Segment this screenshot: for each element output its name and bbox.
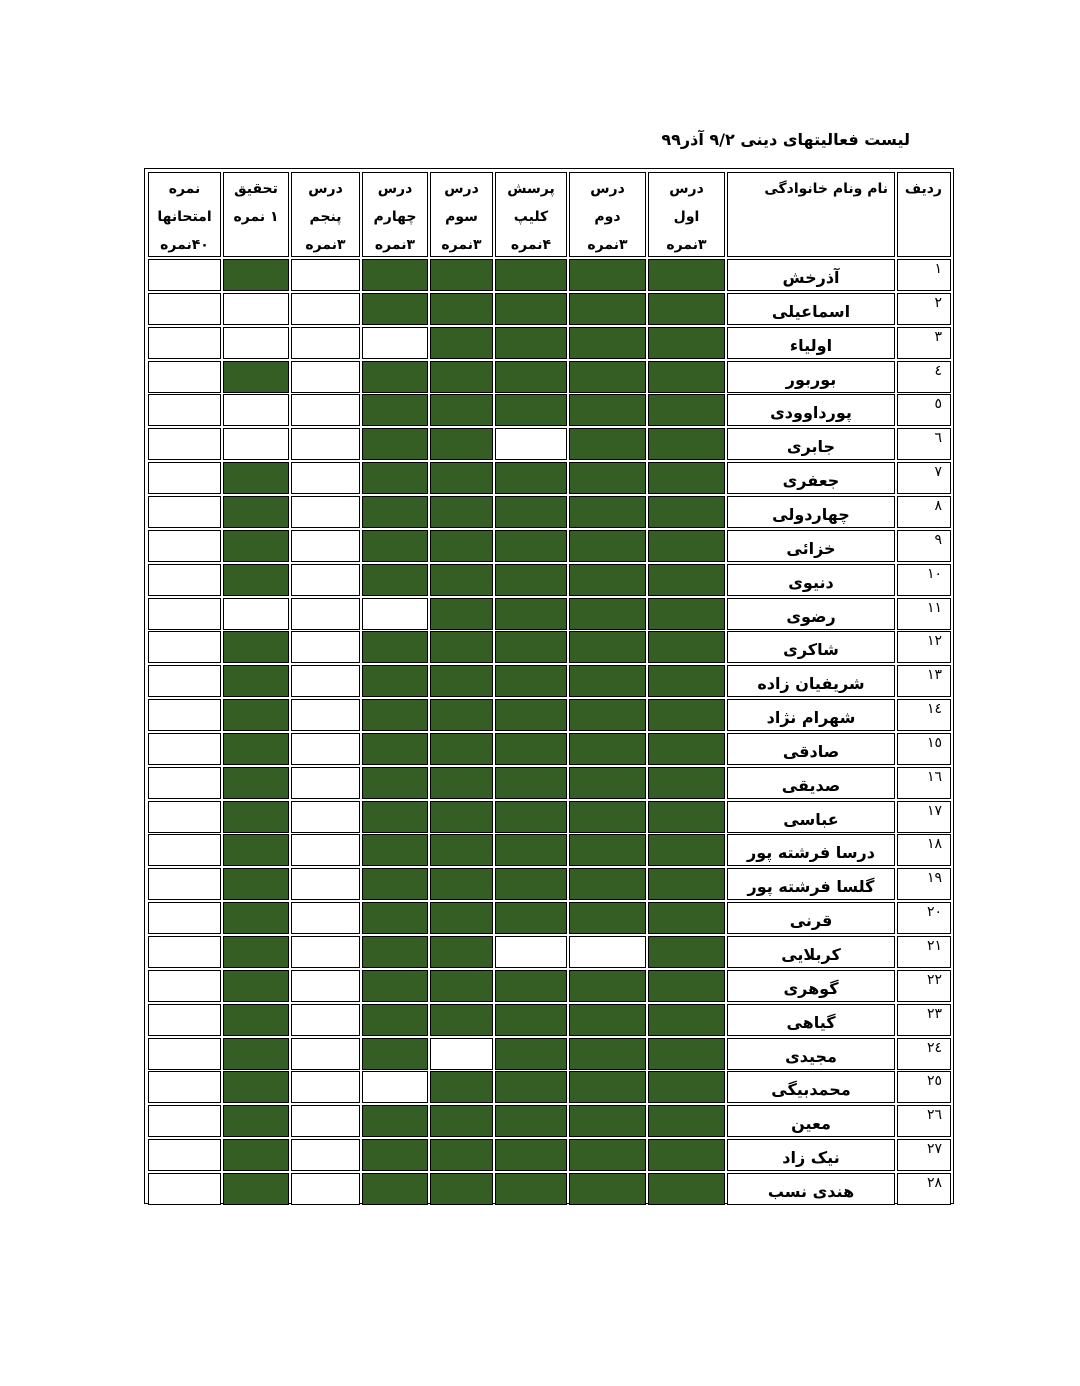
activity-cell-filled bbox=[430, 293, 493, 325]
activity-cell-filled bbox=[223, 1105, 289, 1137]
student-name: صدیقی bbox=[727, 767, 895, 799]
activity-cell-empty bbox=[223, 428, 289, 460]
activity-cell-filled bbox=[430, 361, 493, 393]
activity-cell-empty bbox=[148, 699, 221, 731]
header-col-5: درس چهارم ۳نمره bbox=[362, 172, 428, 257]
activity-cell-filled bbox=[648, 598, 725, 630]
header-index: ردیف bbox=[897, 172, 951, 257]
activity-cell-empty bbox=[291, 733, 360, 765]
activity-cell-filled bbox=[430, 665, 493, 697]
activity-cell-empty bbox=[291, 327, 360, 359]
student-name: هندی نسب bbox=[727, 1173, 895, 1205]
row-number: ۷ bbox=[897, 462, 951, 494]
student-name: صادقی bbox=[727, 733, 895, 765]
activity-cell-filled bbox=[430, 496, 493, 528]
student-name: نیک زاد bbox=[727, 1139, 895, 1171]
activity-cell-filled bbox=[495, 970, 567, 1002]
activity-cell-filled bbox=[362, 665, 428, 697]
activity-cell-filled bbox=[569, 361, 646, 393]
student-name: پورداوودی bbox=[727, 394, 895, 426]
activity-cell-empty bbox=[148, 970, 221, 1002]
activity-cell-filled bbox=[495, 834, 567, 866]
row-number: ۱۱ bbox=[897, 598, 951, 630]
activity-cell-empty bbox=[148, 1105, 221, 1137]
activity-cell-filled bbox=[430, 1105, 493, 1137]
activity-cell-filled bbox=[569, 1173, 646, 1205]
activity-cell-filled bbox=[495, 259, 567, 291]
activity-cell-filled bbox=[648, 293, 725, 325]
row-number: ۲٦ bbox=[897, 1105, 951, 1137]
activity-cell-filled bbox=[362, 801, 428, 833]
activity-cell-filled bbox=[223, 665, 289, 697]
activity-cell-filled bbox=[569, 1038, 646, 1070]
activity-cell-filled bbox=[430, 259, 493, 291]
activity-cell-filled bbox=[223, 970, 289, 1002]
row-number: ۲ bbox=[897, 293, 951, 325]
activity-cell-filled bbox=[362, 631, 428, 663]
activity-cell-filled bbox=[569, 1004, 646, 1036]
activity-cell-empty bbox=[362, 327, 428, 359]
activity-cell-filled bbox=[495, 631, 567, 663]
activity-cell-empty bbox=[148, 564, 221, 596]
activity-cell-empty bbox=[148, 428, 221, 460]
activity-cell-filled bbox=[495, 327, 567, 359]
activity-cell-empty bbox=[148, 530, 221, 562]
activity-cell-empty bbox=[148, 631, 221, 663]
activity-cell-filled bbox=[648, 699, 725, 731]
student-name: محمدبیگی bbox=[727, 1071, 895, 1103]
row-number: ۱۲ bbox=[897, 631, 951, 663]
activity-cell-empty bbox=[291, 259, 360, 291]
student-name: شریفیان زاده bbox=[727, 665, 895, 697]
activity-cell-filled bbox=[430, 428, 493, 460]
row-number: ۲۲ bbox=[897, 970, 951, 1002]
activity-cell-filled bbox=[362, 259, 428, 291]
row-number: ۱۹ bbox=[897, 868, 951, 900]
row-number: ۲۱ bbox=[897, 936, 951, 968]
student-name: اسماعیلی bbox=[727, 293, 895, 325]
activity-cell-filled bbox=[223, 902, 289, 934]
row-number: ۲۷ bbox=[897, 1139, 951, 1171]
row-number: ۹ bbox=[897, 530, 951, 562]
activity-cell-filled bbox=[223, 361, 289, 393]
activity-cell-filled bbox=[362, 394, 428, 426]
activity-cell-empty bbox=[291, 293, 360, 325]
activity-cell-empty bbox=[223, 293, 289, 325]
activity-cell-filled bbox=[362, 1173, 428, 1205]
row-number: ۸ bbox=[897, 496, 951, 528]
row-number: ۲۰ bbox=[897, 902, 951, 934]
activity-cell-filled bbox=[362, 699, 428, 731]
activity-cell-filled bbox=[430, 1173, 493, 1205]
activity-cell-filled bbox=[430, 462, 493, 494]
activity-cell-filled bbox=[430, 1071, 493, 1103]
activity-cell-empty bbox=[362, 598, 428, 630]
activity-cell-filled bbox=[362, 1105, 428, 1137]
activity-cell-filled bbox=[362, 1038, 428, 1070]
row-number: ۱٥ bbox=[897, 733, 951, 765]
row-number: ۳ bbox=[897, 327, 951, 359]
activity-cell-empty bbox=[291, 801, 360, 833]
activity-cell-filled bbox=[362, 1139, 428, 1171]
activity-cell-filled bbox=[362, 496, 428, 528]
activity-cell-filled bbox=[430, 1004, 493, 1036]
row-number: ۱۸ bbox=[897, 834, 951, 866]
activity-cell-filled bbox=[569, 1071, 646, 1103]
row-number: ۱٤ bbox=[897, 699, 951, 731]
activity-cell-empty bbox=[291, 1105, 360, 1137]
activity-cell-filled bbox=[362, 733, 428, 765]
activity-cell-empty bbox=[291, 428, 360, 460]
activity-cell-filled bbox=[648, 801, 725, 833]
activity-cell-empty bbox=[148, 868, 221, 900]
activity-cell-filled bbox=[430, 699, 493, 731]
row-number: ۲۳ bbox=[897, 1004, 951, 1036]
activity-cell-filled bbox=[495, 394, 567, 426]
activity-cell-filled bbox=[569, 1105, 646, 1137]
activity-cell-filled bbox=[223, 936, 289, 968]
activity-cell-empty bbox=[148, 361, 221, 393]
header-col-1: درس اول ۳نمره bbox=[648, 172, 725, 257]
activity-cell-filled bbox=[495, 801, 567, 833]
activity-cell-empty bbox=[148, 259, 221, 291]
activity-cell-empty bbox=[148, 462, 221, 494]
activity-cell-filled bbox=[495, 1105, 567, 1137]
activity-cell-empty bbox=[291, 936, 360, 968]
activity-cell-empty bbox=[148, 1139, 221, 1171]
header-col-6: درس پنجم ۳نمره bbox=[291, 172, 360, 257]
activity-cell-filled bbox=[430, 530, 493, 562]
activity-cell-filled bbox=[430, 598, 493, 630]
activity-cell-filled bbox=[648, 1173, 725, 1205]
activity-cell-filled bbox=[569, 598, 646, 630]
student-name: معین bbox=[727, 1105, 895, 1137]
student-name: خزائی bbox=[727, 530, 895, 562]
activity-cell-filled bbox=[223, 733, 289, 765]
row-number: ۱۳ bbox=[897, 665, 951, 697]
activity-cell-filled bbox=[362, 530, 428, 562]
activity-cell-empty bbox=[291, 496, 360, 528]
activity-cell-filled bbox=[495, 699, 567, 731]
activity-cell-filled bbox=[362, 462, 428, 494]
activity-cell-filled bbox=[648, 868, 725, 900]
activity-cell-filled bbox=[223, 801, 289, 833]
activity-cell-filled bbox=[569, 767, 646, 799]
activity-cell-empty bbox=[148, 1071, 221, 1103]
activity-cell-empty bbox=[148, 496, 221, 528]
activity-cell-filled bbox=[430, 733, 493, 765]
student-name: گوهری bbox=[727, 970, 895, 1002]
activity-cell-filled bbox=[569, 530, 646, 562]
activity-cell-filled bbox=[362, 361, 428, 393]
activity-cell-empty bbox=[291, 564, 360, 596]
header-col-4: درس سوم ۳نمره bbox=[430, 172, 493, 257]
activity-cell-filled bbox=[569, 970, 646, 1002]
student-name: رضوی bbox=[727, 598, 895, 630]
activity-cell-empty bbox=[291, 699, 360, 731]
activity-cell-filled bbox=[495, 564, 567, 596]
activity-cell-filled bbox=[430, 394, 493, 426]
activity-cell-filled bbox=[430, 868, 493, 900]
student-name: جابری bbox=[727, 428, 895, 460]
activity-cell-filled bbox=[648, 462, 725, 494]
activity-cell-empty bbox=[291, 598, 360, 630]
activity-cell-filled bbox=[223, 1004, 289, 1036]
activity-cell-filled bbox=[362, 902, 428, 934]
row-number: ۲۸ bbox=[897, 1173, 951, 1205]
student-name: چهاردولی bbox=[727, 496, 895, 528]
activity-cell-filled bbox=[495, 902, 567, 934]
student-name: شاکری bbox=[727, 631, 895, 663]
student-name: عباسی bbox=[727, 801, 895, 833]
activity-cell-filled bbox=[648, 834, 725, 866]
activity-cell-empty bbox=[291, 970, 360, 1002]
activity-cell-filled bbox=[223, 259, 289, 291]
activity-cell-filled bbox=[648, 767, 725, 799]
row-number: ۱٦ bbox=[897, 767, 951, 799]
activity-cell-filled bbox=[569, 665, 646, 697]
activity-cell-filled bbox=[495, 1139, 567, 1171]
header-col-2: درس دوم ۳نمره bbox=[569, 172, 646, 257]
student-name: بوربور bbox=[727, 361, 895, 393]
row-number: ۲٥ bbox=[897, 1071, 951, 1103]
activity-cell-filled bbox=[223, 868, 289, 900]
activity-cell-filled bbox=[569, 1139, 646, 1171]
activity-cell-filled bbox=[430, 767, 493, 799]
student-name: گیاهی bbox=[727, 1004, 895, 1036]
activity-cell-empty bbox=[148, 902, 221, 934]
activity-cell-empty bbox=[148, 1004, 221, 1036]
activity-cell-filled bbox=[223, 564, 289, 596]
activity-cell-empty bbox=[148, 598, 221, 630]
activity-cell-filled bbox=[223, 834, 289, 866]
activity-cell-empty bbox=[291, 631, 360, 663]
activity-cell-empty bbox=[148, 293, 221, 325]
activity-cell-filled bbox=[362, 936, 428, 968]
header-col-8: نمره امتحانها ۴۰نمره bbox=[148, 172, 221, 257]
activity-cell-filled bbox=[648, 733, 725, 765]
activity-cell-empty bbox=[148, 733, 221, 765]
activity-cell-filled bbox=[362, 293, 428, 325]
activity-cell-filled bbox=[495, 361, 567, 393]
activity-cell-filled bbox=[362, 868, 428, 900]
activity-cell-filled bbox=[569, 564, 646, 596]
activity-cell-filled bbox=[430, 1139, 493, 1171]
activity-cell-filled bbox=[569, 733, 646, 765]
activity-cell-filled bbox=[648, 530, 725, 562]
activity-cell-filled bbox=[362, 1004, 428, 1036]
activity-cell-empty bbox=[291, 361, 360, 393]
activity-table bbox=[144, 168, 954, 1204]
row-number: ۱۷ bbox=[897, 801, 951, 833]
activity-cell-filled bbox=[362, 767, 428, 799]
row-number: ۱ bbox=[897, 259, 951, 291]
activity-cell-empty bbox=[291, 1038, 360, 1070]
activity-cell-filled bbox=[495, 1173, 567, 1205]
activity-cell-empty bbox=[291, 1071, 360, 1103]
header-col-7: تحقیق ۱ نمره bbox=[223, 172, 289, 257]
row-number: ٦ bbox=[897, 428, 951, 460]
activity-cell-empty bbox=[148, 767, 221, 799]
activity-cell-filled bbox=[648, 1105, 725, 1137]
activity-cell-filled bbox=[648, 361, 725, 393]
activity-cell-filled bbox=[648, 394, 725, 426]
activity-cell-empty bbox=[223, 327, 289, 359]
activity-cell-filled bbox=[569, 496, 646, 528]
activity-cell-filled bbox=[430, 631, 493, 663]
activity-cell-filled bbox=[430, 970, 493, 1002]
activity-cell-filled bbox=[648, 936, 725, 968]
activity-cell-empty bbox=[148, 1173, 221, 1205]
activity-cell-filled bbox=[223, 767, 289, 799]
activity-cell-filled bbox=[648, 564, 725, 596]
activity-cell-filled bbox=[495, 293, 567, 325]
activity-cell-filled bbox=[223, 496, 289, 528]
activity-cell-filled bbox=[495, 496, 567, 528]
activity-cell-filled bbox=[430, 564, 493, 596]
activity-cell-filled bbox=[223, 1071, 289, 1103]
activity-cell-filled bbox=[430, 834, 493, 866]
activity-cell-filled bbox=[569, 428, 646, 460]
student-name: گلسا فرشته پور bbox=[727, 868, 895, 900]
header-name: نام ونام خانوادگی bbox=[727, 172, 895, 257]
activity-cell-filled bbox=[569, 327, 646, 359]
activity-cell-filled bbox=[569, 293, 646, 325]
activity-cell-empty bbox=[291, 868, 360, 900]
activity-cell-filled bbox=[495, 868, 567, 900]
activity-cell-filled bbox=[569, 834, 646, 866]
activity-cell-empty bbox=[362, 1071, 428, 1103]
activity-cell-empty bbox=[291, 665, 360, 697]
activity-cell-empty bbox=[430, 1038, 493, 1070]
activity-cell-filled bbox=[648, 327, 725, 359]
student-name: جعفری bbox=[727, 462, 895, 494]
activity-cell-filled bbox=[648, 496, 725, 528]
activity-cell-empty bbox=[495, 428, 567, 460]
activity-cell-empty bbox=[495, 936, 567, 968]
activity-cell-empty bbox=[291, 1139, 360, 1171]
activity-cell-filled bbox=[430, 327, 493, 359]
activity-cell-filled bbox=[569, 259, 646, 291]
activity-cell-filled bbox=[495, 1071, 567, 1103]
activity-cell-filled bbox=[362, 834, 428, 866]
activity-cell-filled bbox=[569, 462, 646, 494]
activity-cell-filled bbox=[223, 699, 289, 731]
activity-cell-filled bbox=[495, 462, 567, 494]
activity-cell-filled bbox=[648, 428, 725, 460]
activity-cell-empty bbox=[223, 394, 289, 426]
row-number: ٥ bbox=[897, 394, 951, 426]
activity-cell-empty bbox=[148, 327, 221, 359]
activity-cell-filled bbox=[430, 801, 493, 833]
student-name: اولیاء bbox=[727, 327, 895, 359]
student-name: قرنی bbox=[727, 902, 895, 934]
activity-cell-empty bbox=[148, 801, 221, 833]
student-name: دنیوی bbox=[727, 564, 895, 596]
activity-cell-filled bbox=[223, 631, 289, 663]
student-name: درسا فرشته پور bbox=[727, 834, 895, 866]
activity-cell-empty bbox=[291, 834, 360, 866]
activity-cell-empty bbox=[148, 834, 221, 866]
activity-cell-empty bbox=[148, 665, 221, 697]
activity-cell-filled bbox=[362, 970, 428, 1002]
activity-cell-filled bbox=[362, 564, 428, 596]
activity-cell-filled bbox=[648, 1071, 725, 1103]
activity-cell-filled bbox=[495, 733, 567, 765]
activity-cell-empty bbox=[148, 394, 221, 426]
activity-cell-filled bbox=[495, 665, 567, 697]
activity-cell-filled bbox=[223, 1173, 289, 1205]
activity-cell-filled bbox=[648, 1139, 725, 1171]
activity-cell-filled bbox=[648, 1038, 725, 1070]
activity-cell-empty bbox=[148, 936, 221, 968]
header-col-3: پرسش کلیپ ۴نمره bbox=[495, 172, 567, 257]
activity-cell-filled bbox=[569, 801, 646, 833]
activity-cell-filled bbox=[223, 1038, 289, 1070]
activity-cell-empty bbox=[569, 936, 646, 968]
activity-cell-filled bbox=[648, 259, 725, 291]
activity-cell-filled bbox=[223, 530, 289, 562]
activity-cell-filled bbox=[430, 936, 493, 968]
activity-cell-filled bbox=[223, 1139, 289, 1171]
activity-cell-filled bbox=[430, 902, 493, 934]
activity-cell-empty bbox=[148, 1038, 221, 1070]
activity-cell-filled bbox=[648, 902, 725, 934]
activity-cell-filled bbox=[569, 902, 646, 934]
activity-cell-filled bbox=[495, 530, 567, 562]
activity-cell-empty bbox=[291, 902, 360, 934]
activity-cell-filled bbox=[648, 631, 725, 663]
activity-cell-filled bbox=[495, 1038, 567, 1070]
activity-cell-empty bbox=[291, 767, 360, 799]
activity-cell-empty bbox=[291, 530, 360, 562]
activity-cell-empty bbox=[291, 462, 360, 494]
activity-cell-filled bbox=[495, 1004, 567, 1036]
student-name: کربلایی bbox=[727, 936, 895, 968]
row-number: ۱۰ bbox=[897, 564, 951, 596]
activity-cell-filled bbox=[569, 394, 646, 426]
activity-cell-filled bbox=[648, 665, 725, 697]
activity-cell-empty bbox=[291, 394, 360, 426]
activity-cell-filled bbox=[569, 699, 646, 731]
activity-cell-empty bbox=[291, 1173, 360, 1205]
page-title: لیست فعالیتهای دینی ۹/۲ آذر۹۹ bbox=[661, 130, 910, 149]
activity-cell-filled bbox=[569, 868, 646, 900]
student-name: شهرام نژاد bbox=[727, 699, 895, 731]
activity-cell-filled bbox=[495, 598, 567, 630]
activity-cell-filled bbox=[223, 462, 289, 494]
activity-cell-empty bbox=[291, 1004, 360, 1036]
activity-cell-empty bbox=[223, 598, 289, 630]
activity-cell-filled bbox=[362, 428, 428, 460]
student-name: آذرخش bbox=[727, 259, 895, 291]
row-number: ٤ bbox=[897, 361, 951, 393]
activity-cell-filled bbox=[495, 767, 567, 799]
row-number: ۲٤ bbox=[897, 1038, 951, 1070]
activity-cell-filled bbox=[648, 1004, 725, 1036]
activity-cell-filled bbox=[569, 631, 646, 663]
activity-cell-filled bbox=[648, 970, 725, 1002]
student-name: مجیدی bbox=[727, 1038, 895, 1070]
